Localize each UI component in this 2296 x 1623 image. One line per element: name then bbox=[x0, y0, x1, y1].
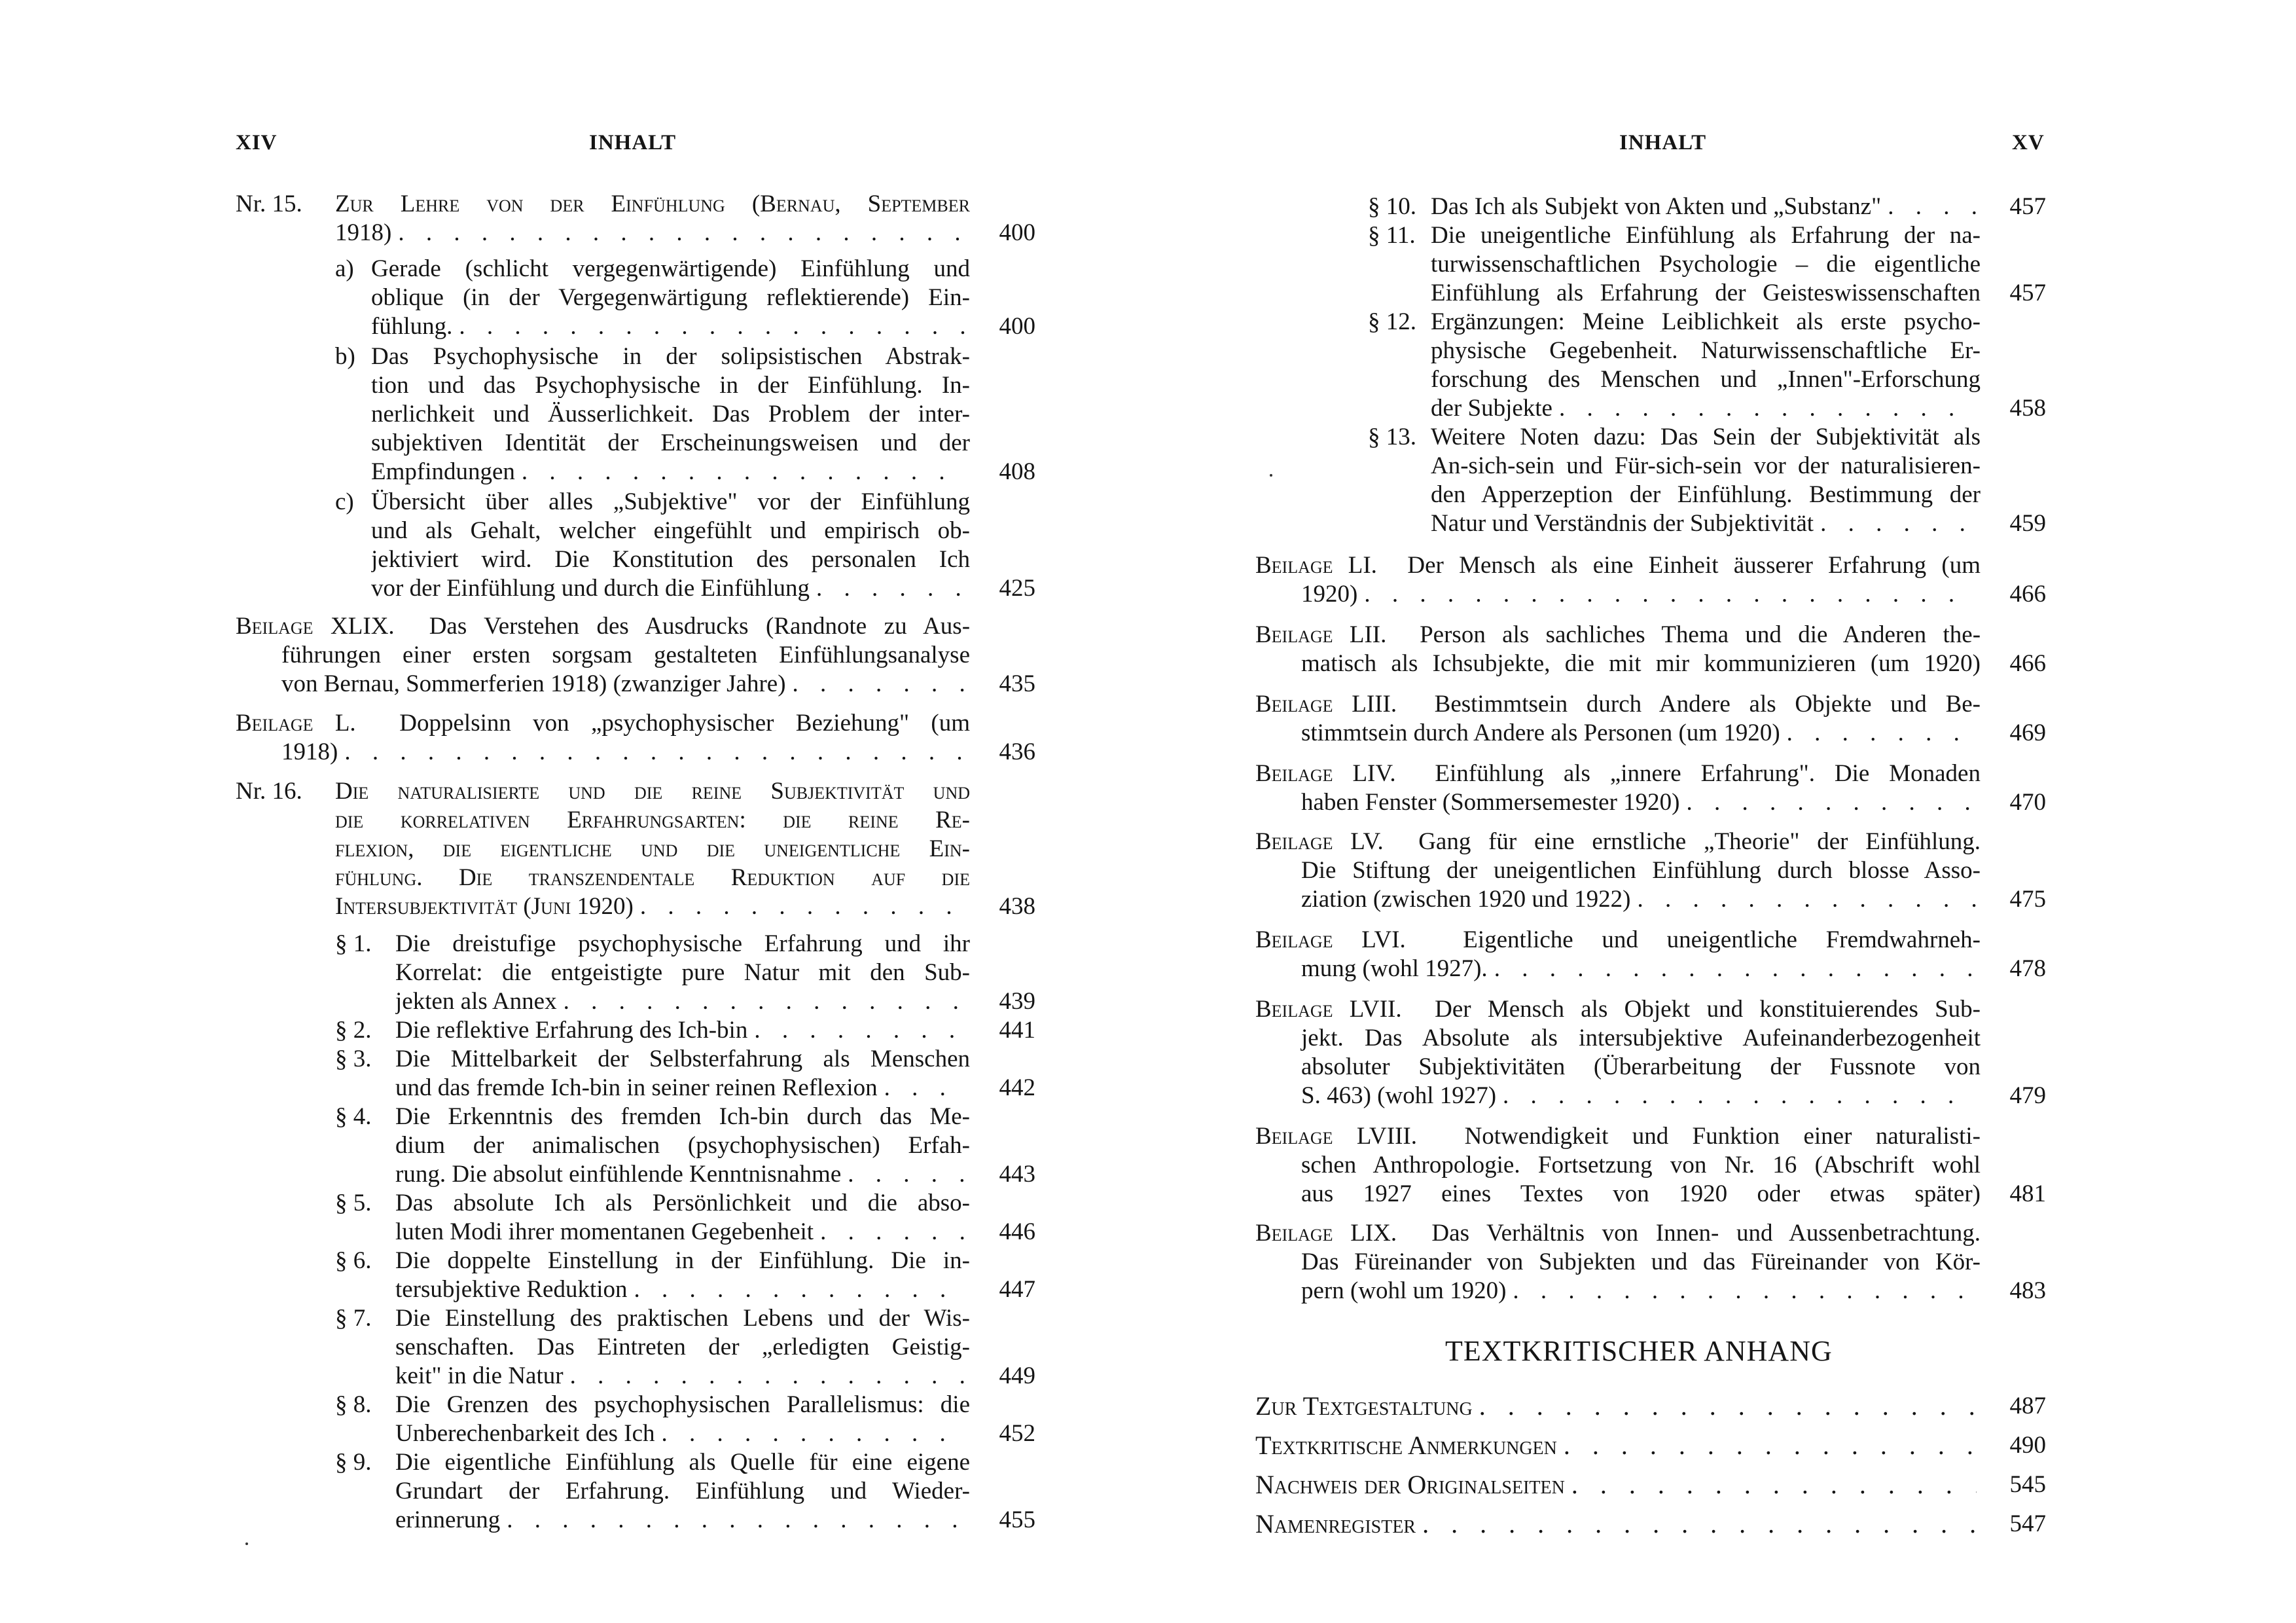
nr15-c-label: c) bbox=[335, 488, 354, 515]
para-7-text: Die Einstellung des praktischen Lebens und der Wis- senschaften. Das Eintreten der „erledigten Geistig- keit" in die Natur . . . bbox=[395, 1304, 970, 1391]
running-head-left: INHALT bbox=[589, 131, 677, 155]
para-6-page: 447 bbox=[999, 1276, 1035, 1303]
appendix-item: Zur Textgestaltung . . . bbox=[1255, 1387, 1981, 1426]
nr15-b-text: Das Psychophysische in der solipsistischen Abstrak- tion und das Psychophysische in der Einfühlung. In- nerlichkeit und Äusserlichkeit. Das Problem der inter- subjektiven Identität der Erscheinungsweisen und der Empfindungen . . . bbox=[371, 342, 970, 486]
para-label: § 2. bbox=[335, 1017, 372, 1044]
beilage-liv: Beilage LIV. Einfühlung als „innere Erfahrung". Die Monaden haben Fenster (Sommersemester 1920) . . . bbox=[1255, 759, 1981, 817]
appendix-item: Namenregister . . . bbox=[1255, 1504, 1981, 1544]
nr15-label: Nr. 15. bbox=[236, 191, 302, 217]
page-number-left: XIV bbox=[236, 131, 278, 155]
appendix-page: 545 bbox=[2009, 1471, 2046, 1498]
appendix-item: Nachweis der Originalseiten . . . bbox=[1255, 1465, 1981, 1504]
para-label: § 9. bbox=[335, 1449, 372, 1476]
section-heading: TEXTKRITISCHER ANHANG bbox=[1445, 1335, 1833, 1367]
appendix-item: Textkritische Anmerkungen . . . bbox=[1255, 1426, 1981, 1465]
nr15-a-label: a) bbox=[335, 255, 354, 282]
beilage-lii-page: 466 bbox=[2009, 650, 2046, 677]
para-13-text: Weitere Noten dazu: Das Sein der Subjektivität als An-sich-sein und Für-sich-sein vor der naturalisieren- den Apperzeption der Einfühlung. Bestimmung der Natur und Verständnis der Subjektivität . . . bbox=[1431, 423, 1981, 538]
print-speck bbox=[1270, 474, 1272, 477]
page-number-right: XV bbox=[2012, 131, 2045, 155]
running-head-right: INHALT bbox=[1619, 131, 1707, 155]
para-5-page: 446 bbox=[999, 1218, 1035, 1245]
para-10-text: Das Ich als Subjekt von Akten und „Substanz" . . . bbox=[1431, 192, 1981, 221]
para-3-text: Die Mittelbarkeit der Selbsterfahrung als Menschen und das fremde Ich-bin in seiner reinen Reflexion . . . bbox=[395, 1045, 970, 1103]
para-label: § 5. bbox=[335, 1190, 372, 1216]
nr16-title: Die naturalisierte und die reine Subjektivität und die korrelativen Erfahrungsarten: die reine Re- flexion, die eigentliche und die uneigentliche Ein- fühlung. Die transzendentale Reduktion auf die Intersubjektivität (Juni 1920) . . . bbox=[335, 777, 970, 921]
para-4-page: 443 bbox=[999, 1161, 1035, 1188]
appendix-page: 490 bbox=[2009, 1432, 2046, 1459]
beilage-lv-page: 475 bbox=[2009, 886, 2046, 913]
para-11-page: 457 bbox=[2009, 280, 2046, 306]
para-8-page: 452 bbox=[999, 1420, 1035, 1447]
beilage-lv: Beilage LV. Gang für eine ernstliche „Theorie" der Einfühlung. Die Stiftung der uneigentlichen Einfühlung durch blosse Asso- ziation (zwischen 1920 und 1922) . . . bbox=[1255, 828, 1981, 914]
beilage-l: Beilage L. Doppelsinn von „psychophysischer Beziehung" (um 1918) . . . bbox=[236, 709, 970, 767]
para-12-page: 458 bbox=[2009, 395, 2046, 422]
para-10-page: 457 bbox=[2009, 193, 2046, 220]
beilage-liii: Beilage LIII. Bestimmtsein durch Andere als Objekte und Be- stimmtsein durch Andere als Personen (um 1920) . . . bbox=[1255, 690, 1981, 748]
para-11-text: Die uneigentliche Einfühlung als Erfahrung der na- turwissenschaftlichen Psychologie – die eigentliche Einfühlung als Erfahrung der Geisteswissenschaften bbox=[1431, 222, 1981, 306]
para-8-text: Die Grenzen des psychophysischen Parallelismus: die Unberechenbarkeit des Ich . . . bbox=[395, 1391, 970, 1448]
nr15-title-line: 1918) . . . bbox=[335, 219, 970, 247]
appendix-page: 547 bbox=[2009, 1510, 2046, 1537]
beilage-liv-page: 470 bbox=[2009, 789, 2046, 816]
para-label: § 12. bbox=[1368, 308, 1416, 335]
beilage-lii: Beilage LII. Person als sachliches Thema und die Anderen the- matisch als Ichsubjekte, die mit mir kommunizieren (um 1920) bbox=[1255, 621, 1981, 677]
para-label: § 7. bbox=[335, 1305, 372, 1332]
beilage-li-page: 466 bbox=[2009, 581, 2046, 608]
nr15-title bbox=[335, 190, 970, 247]
beilage-xlix-page: 435 bbox=[999, 670, 1035, 697]
nr15-a-page: 400 bbox=[999, 313, 1035, 340]
para-6-text: Die doppelte Einstellung in der Einfühlung. Die in- tersubjektive Reduktion . . . bbox=[395, 1247, 970, 1304]
para-1-page: 439 bbox=[999, 988, 1035, 1015]
beilage-lvii: Beilage LVII. Der Mensch als Objekt und konstituierendes Sub- jekt. Das Absolute als intersubjektive Aufeinanderbezogenheit absoluter Subjektivitäten (Überarbeitung der Fussnote von S. 463) (wohl 1927) . . . bbox=[1255, 995, 1981, 1110]
appendix-page: 487 bbox=[2009, 1393, 2046, 1419]
nr15-c-text: Übersicht über alles „Subjektive" vor der Einfühlung und als Gehalt, welcher eingefühlt und empirisch ob- jektiviert wird. Die Konstitution des personalen Ich vor der Einfühlung und durch die Einfühlung . . . bbox=[371, 488, 970, 603]
nr15-b-label: b) bbox=[335, 343, 355, 370]
beilage-xlix: Beilage XLIX. Das Verstehen des Ausdrucks (Randnote zu Aus- führungen einer ersten sorgsam gestalteten Einfühlungsanalyse von Bernau, Sommerferien 1918) (zwanziger Jahre) . . . bbox=[236, 612, 970, 699]
beilage-lvii-page: 479 bbox=[2009, 1082, 2046, 1109]
para-3-page: 442 bbox=[999, 1074, 1035, 1101]
nr15-b-page: 408 bbox=[999, 458, 1035, 485]
para-9-text: Die eigentliche Einfühlung als Quelle für eine eigene Grundart der Erfahrung. Einfühlung und Wieder- erinnerung . . . bbox=[395, 1448, 970, 1535]
print-speck bbox=[245, 1542, 248, 1545]
beilage-lix: Beilage LIX. Das Verhältnis von Innen- und Aussenbetrachtung. Das Füreinander von Subjekten und das Füreinander von Kör- pern (wohl um 1920) . . . bbox=[1255, 1219, 1981, 1305]
para-label: § 10. bbox=[1368, 193, 1416, 220]
para-label: § 1. bbox=[335, 930, 372, 957]
beilage-l-page: 436 bbox=[999, 739, 1035, 765]
para-7-page: 449 bbox=[999, 1362, 1035, 1389]
beilage-li: Beilage LI. Der Mensch als eine Einheit äusserer Erfahrung (um 1920) . . . bbox=[1255, 551, 1981, 609]
para-label: § 3. bbox=[335, 1046, 372, 1072]
para-1-text: Die dreistufige psychophysische Erfahrung und ihr Korrelat: die entgeistigte pure Natur mit den Sub- jekten als Annex . . . bbox=[395, 930, 970, 1016]
para-9-page: 455 bbox=[999, 1506, 1035, 1533]
beilage-lvi: Beilage LVI. Eigentliche und uneigentliche Fremdwahrneh- mung (wohl 1927). . . . bbox=[1255, 926, 1981, 983]
para-12-text: Ergänzungen: Meine Leiblichkeit als erste psycho- physische Gegebenheit. Naturwissenschaftliche Er- forschung des Menschen und „Innen"-Erforschung der Subjekte . . . bbox=[1431, 308, 1981, 423]
para-label: § 13. bbox=[1368, 424, 1416, 450]
nr15-c-page: 425 bbox=[999, 575, 1035, 602]
nr16-label: Nr. 16. bbox=[236, 778, 302, 805]
nr16-page: 438 bbox=[999, 893, 1035, 920]
appendix-list bbox=[1255, 1387, 1981, 1544]
beilage-lviii-page: 481 bbox=[2009, 1180, 2046, 1207]
para-2-page: 441 bbox=[999, 1017, 1035, 1044]
para-5-text: Das absolute Ich als Persönlichkeit und die abso- luten Modi ihrer momentanen Gegebenheit . . . bbox=[395, 1189, 970, 1247]
para-label: § 11. bbox=[1368, 222, 1416, 249]
para-label: § 8. bbox=[335, 1391, 372, 1418]
beilage-lviii: Beilage LVIII. Notwendigkeit und Funktion einer naturalisti- schen Anthropologie. Fortsetzung von Nr. 16 (Abschrift wohl aus 1927 eines Textes von 1920 oder etwas später) bbox=[1255, 1123, 1981, 1207]
beilage-liii-page: 469 bbox=[2009, 720, 2046, 746]
beilage-lvi-page: 478 bbox=[2009, 955, 2046, 982]
beilage-lix-page: 483 bbox=[2009, 1277, 2046, 1304]
nr15-a-text: Gerade (schlicht vergegenwärtigende) Einfühlung und oblique (in der Vergegenwärtigung reflektierende) Ein- fühlung. . . . bbox=[371, 255, 970, 341]
para-4-text: Die Erkenntnis des fremden Ich-bin durch das Me- dium der animalischen (psychophysischen) Erfah- rung. Die absolut einfühlende Kenntnisnahme . . . bbox=[395, 1103, 970, 1189]
para-label: § 4. bbox=[335, 1103, 372, 1130]
right-page bbox=[1148, 0, 2296, 1623]
para-label: § 6. bbox=[335, 1247, 372, 1274]
nr15-title-line: Zur Lehre von der Einfühlung (Bernau, September bbox=[335, 191, 970, 217]
para-13-page: 459 bbox=[2009, 510, 2046, 537]
para-2-text: Die reflektive Erfahrung des Ich-bin . . . bbox=[395, 1016, 970, 1045]
nr15-page: 400 bbox=[999, 219, 1035, 246]
